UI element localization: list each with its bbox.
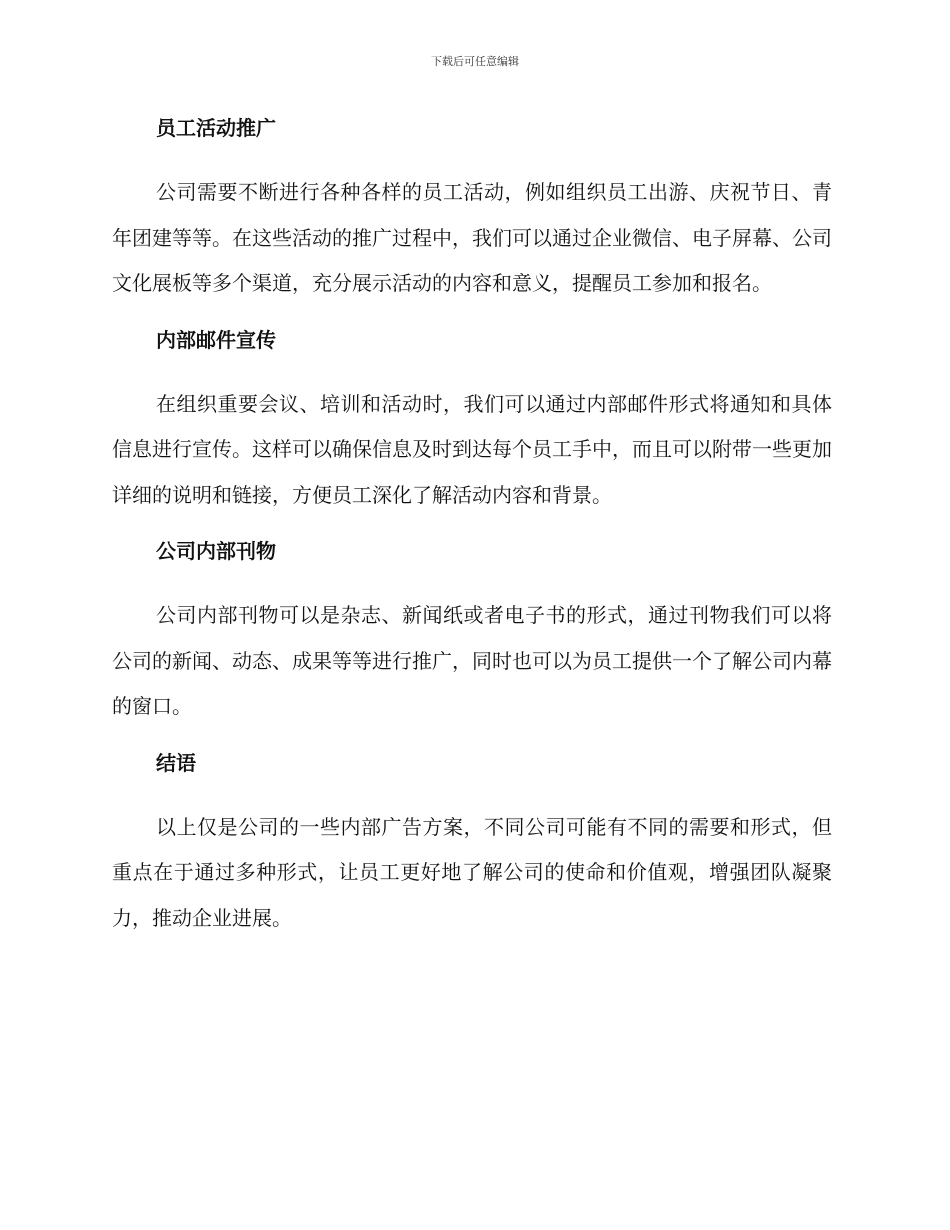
section-heading-internal-publication: 公司内部刊物 xyxy=(156,539,276,563)
document-body xyxy=(112,112,832,941)
section-paragraph-conclusion: 以上仅是公司的一些内部广告方案，不同公司可能有不同的需要和形式，但重点在于通过多种形式，让员工更好地了解公司的使命和价值观，增强团队凝聚力，推动企业进展。 xyxy=(112,814,832,930)
section-paragraph-internal-email: 在组织重要会议、培训和活动时，我们可以通过内部邮件形式将通知和具体信息进行宣传。这样可以确保信息及时到达每个员工手中，而且可以附带一些更加详细的说明和链接，方便员工深化了解活动内容和背景。 xyxy=(112,391,832,507)
section-heading-conclusion: 结语 xyxy=(156,750,196,775)
section-heading-activity-promotion: 员工活动推广 xyxy=(156,116,276,140)
section-paragraph-activity-promotion: 公司需要不断进行各种各样的员工活动，例如组织员工出游、庆祝节日、青年团建等等。在这些活动的推广过程中，我们可以通过企业微信、电子屏幕、公司文化展板等多个渠道，充分展示活动的内容和意义，提醒员工参加和报名。 xyxy=(112,180,832,295)
section-heading-internal-email: 内部邮件宣传 xyxy=(156,327,276,352)
page-header: 下载后可任意编辑 xyxy=(431,55,519,68)
section-paragraph-internal-publication: 公司内部刊物可以是杂志、新闻纸或者电子书的形式，通过刊物我们可以将公司的新闻、动态、成果等等进行推广，同时也可以为员工提供一个了解公司内幕的窗口。 xyxy=(112,603,832,718)
